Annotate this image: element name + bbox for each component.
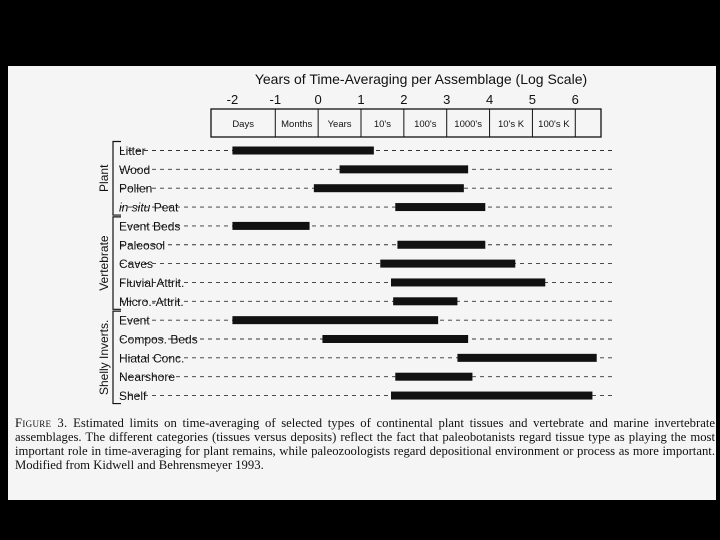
range-bar: [391, 278, 545, 286]
band-label: 10's K: [497, 119, 525, 130]
scale-bands: [211, 109, 601, 137]
time-averaging-chart: [8, 66, 716, 414]
x-tick-label: 6: [571, 92, 579, 107]
x-tick-label: -1: [269, 92, 282, 107]
x-axis-ticks: [227, 92, 579, 107]
row-label: Micro.-Attrit.: [119, 294, 184, 309]
range-bar: [395, 203, 485, 211]
row-label: Event: [119, 313, 150, 328]
figure-label: Figure 3.: [15, 416, 68, 430]
figure-page: [8, 66, 716, 500]
row-label: Paleosol: [119, 238, 166, 253]
row-label: Nearshore: [119, 370, 176, 385]
x-tick-label: 0: [314, 92, 322, 107]
row-label: Wood: [119, 162, 151, 177]
row-label-text: Peat: [150, 200, 179, 215]
x-tick-label: 5: [528, 92, 537, 107]
figure-caption: [15, 416, 715, 472]
range-bar: [314, 184, 464, 192]
row-label: Fluvial Attrit.: [119, 275, 185, 290]
chart-title: Years of Time-Averaging per Assemblage (Log Scale): [254, 71, 588, 87]
band-label: 10's: [373, 119, 391, 130]
range-bar: [397, 241, 485, 249]
range-bar: [232, 147, 373, 155]
x-tick-label: 2: [400, 92, 408, 107]
x-tick-label: -2: [226, 92, 239, 107]
range-bar: [457, 354, 596, 362]
band-label: Days: [232, 119, 254, 130]
band-label: 100's K: [538, 119, 570, 130]
range-bar: [340, 165, 469, 173]
row-label: Caves: [119, 257, 154, 272]
band-label: Months: [281, 119, 313, 130]
range-bar: [380, 260, 515, 268]
x-tick-label: 1: [357, 92, 365, 107]
range-bar: [391, 392, 592, 400]
band-label: 100's: [414, 119, 437, 130]
row-label: Shelf: [119, 389, 147, 404]
row-label-italic: in situ: [119, 200, 151, 215]
row-label: Compos. Beds: [119, 332, 198, 347]
row-label: Litter: [119, 144, 146, 158]
range-bar: [232, 316, 438, 324]
x-tick-label: 3: [443, 92, 451, 107]
range-bar: [395, 373, 472, 381]
range-bar: [393, 297, 457, 305]
chart-rows: [119, 144, 614, 403]
band-label: 1000's: [454, 119, 482, 130]
caption-text: Estimated limits on time-averaging of selected types of continental plant tissues and vertebrate and marine invertebrate assemblages. The different categories (tissues versus deposits) reflect the fact that paleobotanists regard tissue type as playing the most important role in time-averaging for plant remains, while paleozoologists regard depositional environment or process as more important. Modified from Kidwell and Behrensmeyer 1993.: [15, 416, 715, 472]
group-label: Shelly Inverts.: [97, 319, 111, 396]
range-bar: [232, 222, 309, 230]
row-label: [119, 201, 179, 215]
row-label: Hiatal Conc.: [119, 351, 185, 366]
row-label: Pollen: [119, 181, 153, 196]
band-label: Years: [327, 119, 352, 130]
row-label: Event Beds: [119, 219, 181, 234]
group-labels: [97, 142, 121, 404]
x-tick-label: 4: [485, 92, 494, 107]
group-label: Plant: [97, 164, 111, 192]
range-bar: [322, 335, 468, 343]
group-label: Vertebrate: [97, 235, 111, 291]
